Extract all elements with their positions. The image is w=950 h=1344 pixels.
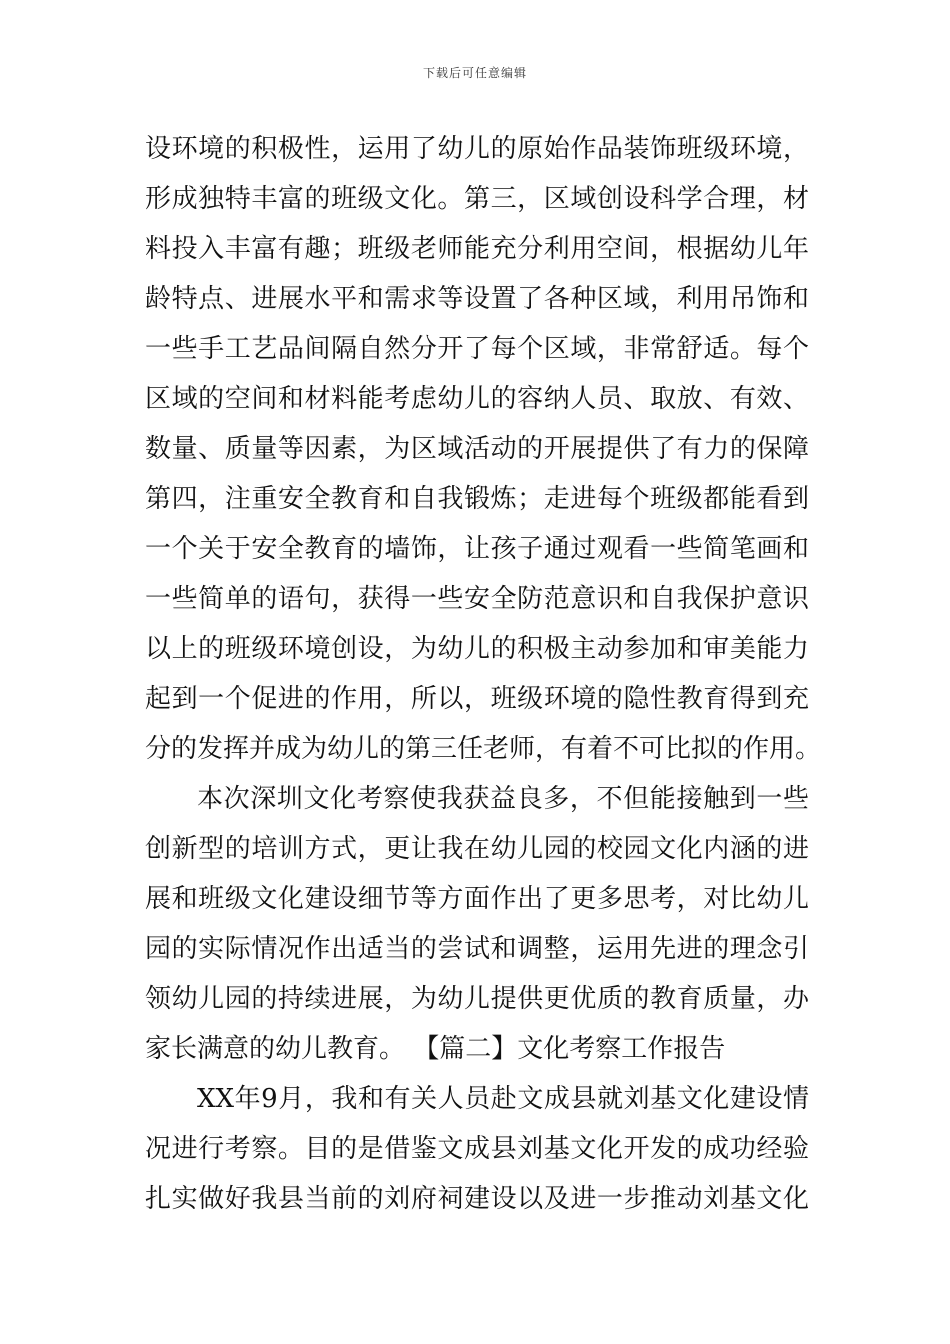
- text-line: 一些手工艺品间隔自然分开了每个区域，非常舒适。每个: [145, 334, 809, 364]
- text-line: 领幼儿园的持续进展，为幼儿提供更优质的教育质量，办: [145, 984, 809, 1014]
- text-line: 以上的班级环境创设，为幼儿的积极主动参加和审美能力: [145, 634, 809, 664]
- text-line: 况进行考察。目的是借鉴文成县刘基文化开发的成功经验: [145, 1134, 809, 1164]
- text-line: 分的发挥并成为幼儿的第三任老师，有着不可比拟的作用。: [145, 734, 822, 764]
- text-line: 扎实做好我县当前的刘府祠建设以及进一步推动刘基文化: [145, 1184, 809, 1214]
- text-line: 一些简单的语句，获得一些安全防范意识和自我保护意识: [145, 584, 809, 614]
- text-line: 设环境的积极性，运用了幼儿的原始作品装饰班级环境，: [145, 134, 809, 164]
- text-line: 形成独特丰富的班级文化。第三，区域创设科学合理，材: [145, 184, 809, 214]
- text-line: 园的实际情况作出适当的尝试和调整，运用先进的理念引: [145, 934, 809, 964]
- text-line: 区域的空间和材料能考虑幼儿的容纳人员、取放、有效、: [145, 384, 809, 414]
- page-header-note: 下载后可任意编辑: [422, 66, 527, 80]
- text-line: 起到一个促进的作用，所以，班级环境的隐性教育得到充: [145, 684, 809, 714]
- text-line: 龄特点、进展水平和需求等设置了各种区域，利用吊饰和: [145, 284, 809, 314]
- text-line: 展和班级文化建设细节等方面作出了更多思考，对比幼儿: [145, 884, 809, 914]
- text-line: 数量、质量等因素，为区域活动的开展提供了有力的保障: [145, 434, 809, 464]
- text-line: 家长满意的幼儿教育。 【篇二】文化考察工作报告: [145, 1034, 726, 1064]
- text-line: 料投入丰富有趣；班级老师能充分利用空间，根据幼儿年: [145, 234, 809, 264]
- text-line: 创新型的培训方式，更让我在幼儿园的校园文化内涵的进: [145, 834, 809, 864]
- document-body: [145, 124, 822, 1224]
- text-line: 第四，注重安全教育和自我锻炼；走进每个班级都能看到: [145, 484, 809, 514]
- text-line: XX年9月，我和有关人员赴文成县就刘基文化建设情: [197, 1084, 809, 1114]
- text-line: 一个关于安全教育的墙饰，让孩子通过观看一些简笔画和: [145, 534, 809, 564]
- text-line: 本次深圳文化考察使我获益良多，不但能接触到一些: [197, 784, 809, 814]
